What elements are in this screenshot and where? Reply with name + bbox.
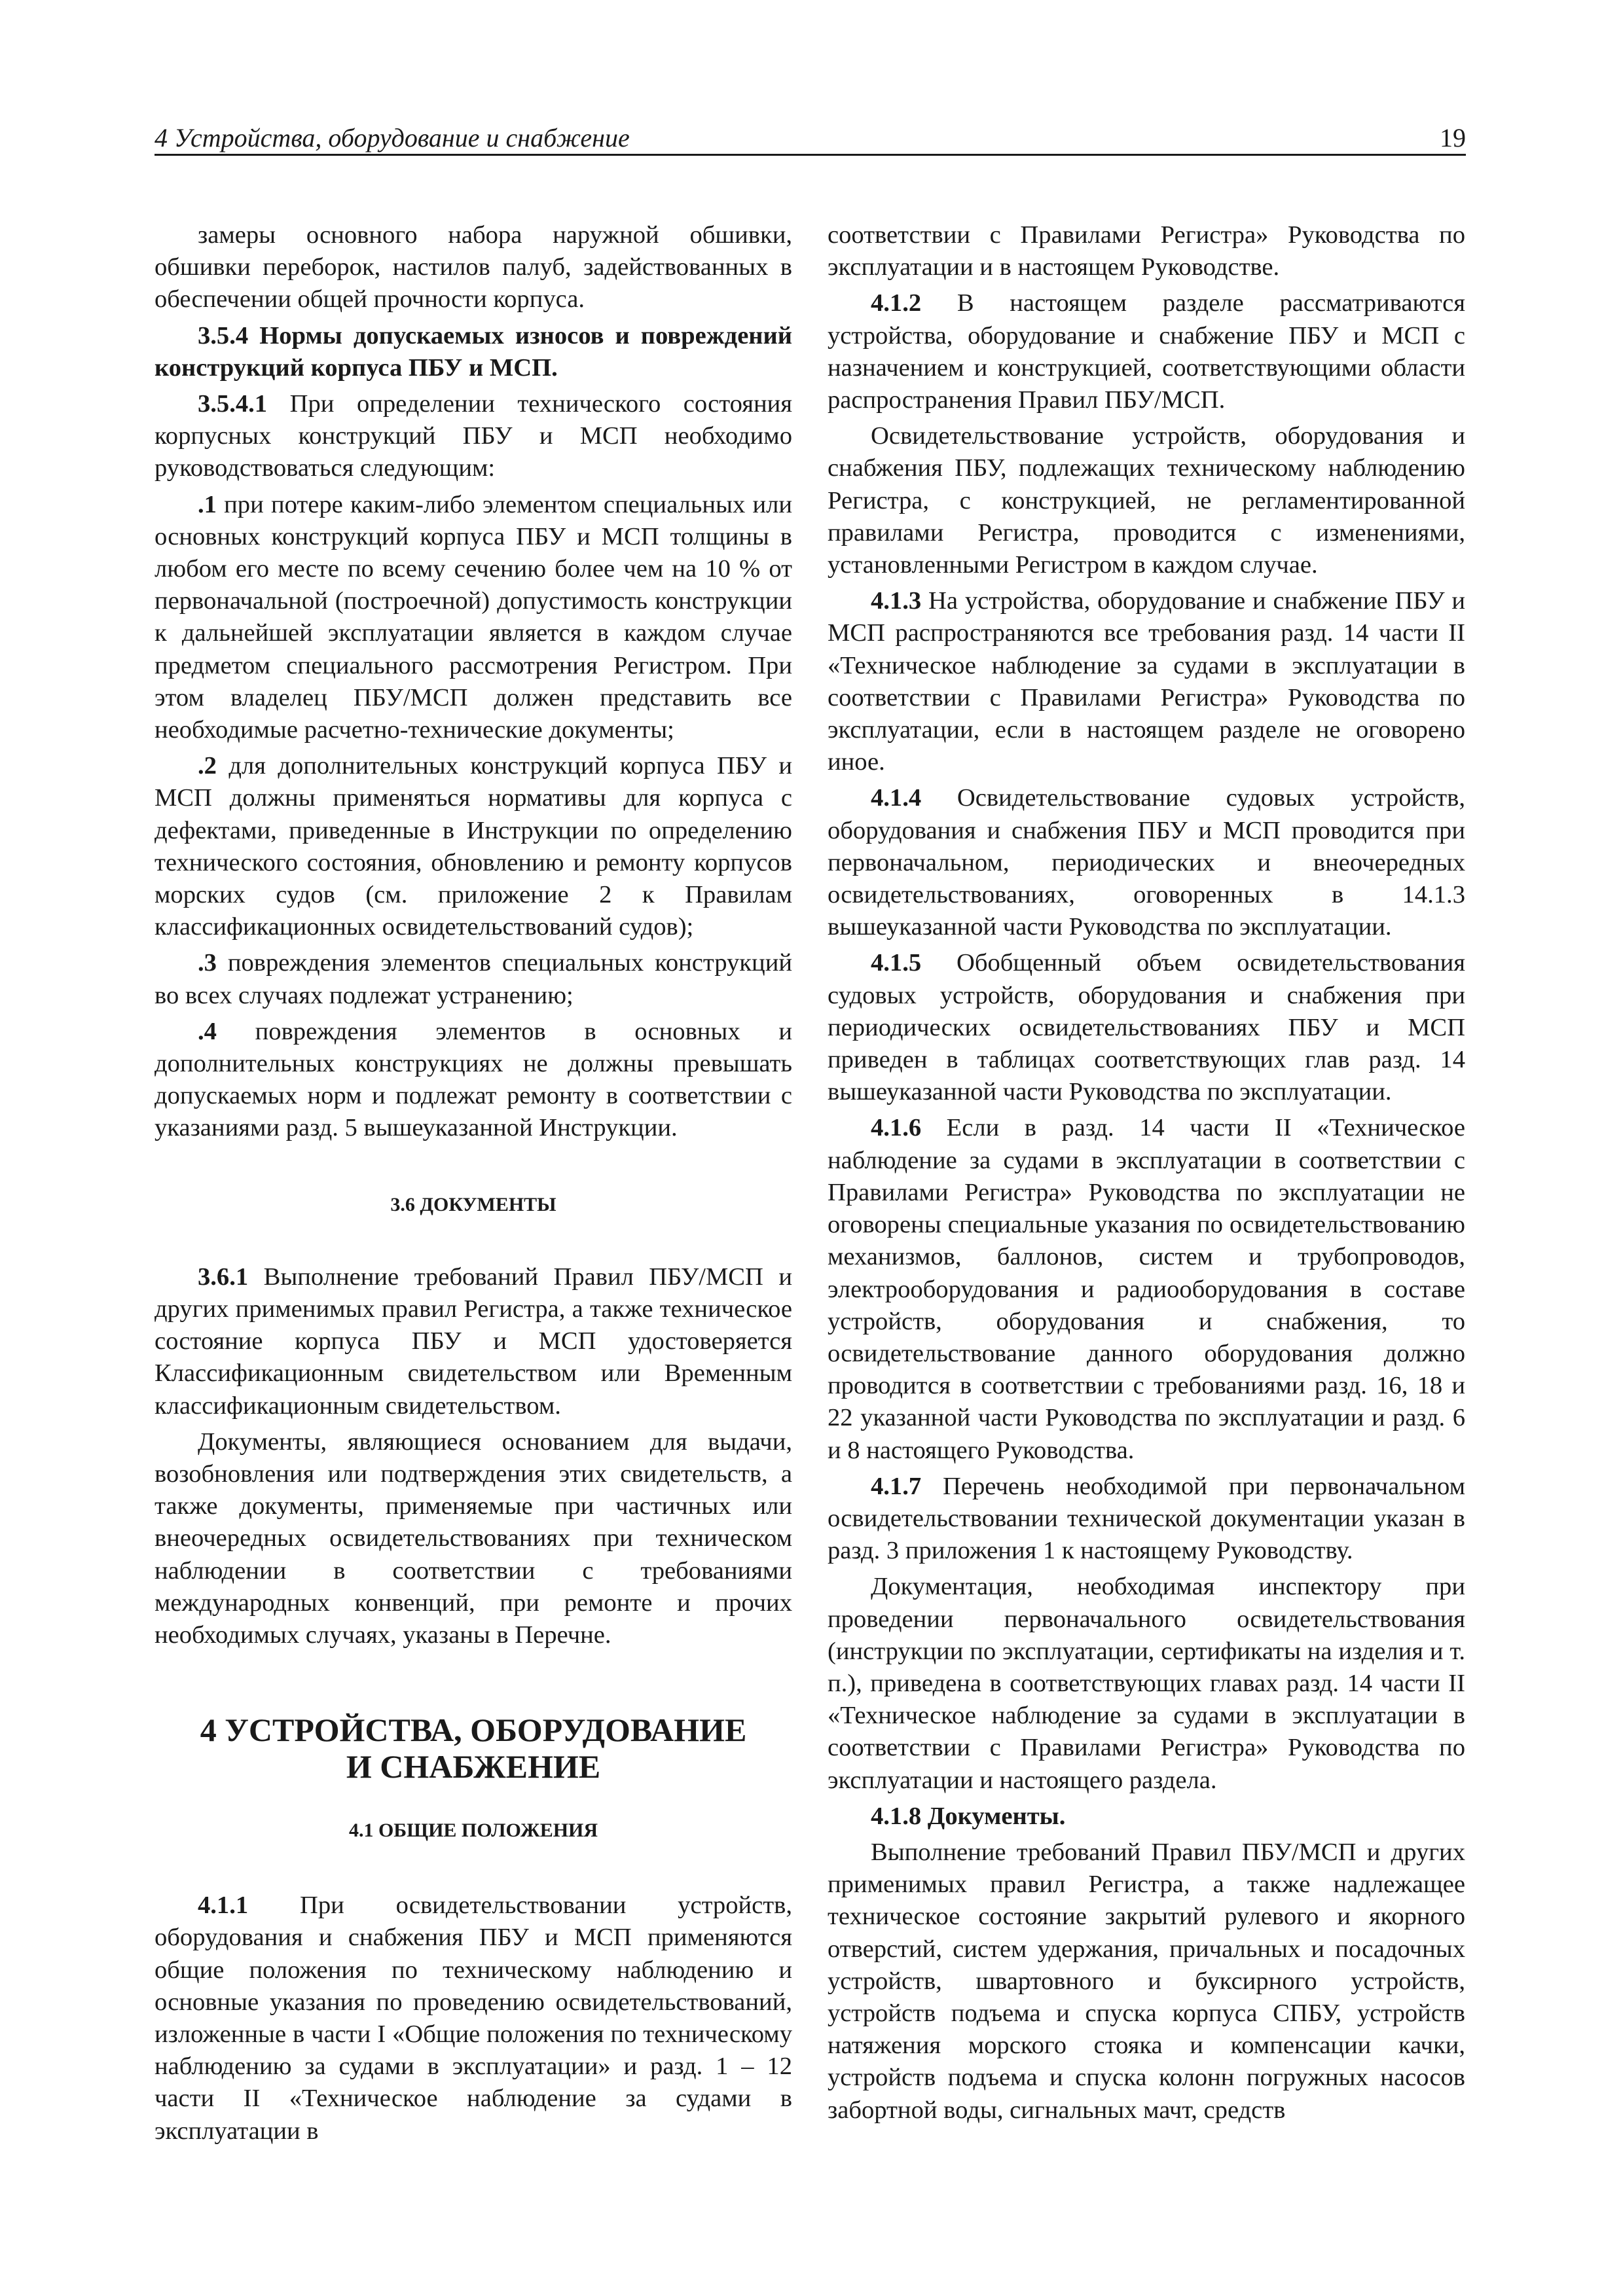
clause-number: 3.5.4.1 [198, 390, 268, 418]
list-item-1 [155, 489, 792, 747]
item-number: .1 [198, 490, 217, 518]
clause-number: 4.1.5 [871, 949, 922, 977]
paragraph: Освидетельствование устройств, оборудования и снабжения ПБУ, подлежащих техническому наблюдению Регистра, с конструкцией, не регламентированной правилами Регистра, проводится с изменениями, установленными Регистром в каждом случае. [828, 422, 1465, 579]
clause-text: В настоящем разделе рассматриваются устройства, оборудование и снабжение ПБУ и МСП с назначением и конструкцией, соответствующими области распространения Правил ПБУ/МСП. [828, 289, 1465, 414]
section-heading-3-6: 3.6 ДОКУМЕНТЫ [390, 1193, 556, 1215]
item-text: повреждения элементов специальных конструкций во всех случаях подлежат устранению; [155, 949, 792, 1009]
page-number: 19 [1440, 123, 1466, 152]
clause-number: 4.1.4 [871, 784, 922, 812]
chapter-heading-line: И СНАБЖЕНИЕ [346, 1748, 601, 1785]
clause-text: Освидетельствование судовых устройств, оборудования и снабжения ПБУ и МСП проводится при первоначальном, периодических и внеочередных освидетельствованиях, оговоренных в 14.1.3 вышеуказанной части Руководства по эксплуатации. [828, 784, 1465, 941]
clause-4-1-6 [828, 1112, 1465, 1466]
clause-4-1-8-heading: 4.1.8 Документы. [871, 1802, 1066, 1830]
clause-number: 4.1.1 [198, 1892, 249, 1920]
clause-4-1-2 [828, 287, 1465, 416]
heading-text: Нормы допускаемых износов и повреждений конструкций корпуса ПБУ и МСП. [155, 321, 792, 382]
clause-number: 3.6.1 [198, 1263, 249, 1291]
paragraph-continued: соответствии с Правилами Регистра» Руководства по эксплуатации и в настоящем Руководстве. [828, 221, 1465, 281]
clause-4-1-1 [155, 1890, 792, 2147]
chapter-heading-4 [155, 1712, 792, 1785]
chapter-heading-line: 4 УСТРОЙСТВА, ОБОРУДОВАНИЕ [200, 1712, 747, 1749]
right-column [828, 219, 1465, 2126]
paragraph: Документы, являющиеся основанием для выдачи, возобновления или подтверждения этих свидетельств, а также документы, применяемые при частичных или внеочередных освидетельствованиях при техническом наблюдении в соответствии с требованиями международных конвенций, при ремонте и прочих необходимых случаях, указаны в Перечне. [155, 1427, 792, 1649]
clause-number: 4.1.3 [871, 587, 922, 615]
item-text: повреждения элементов в основных и дополнительных конструкциях не должны превышать допускаемых норм и подлежат ремонту в соответствии с указаниями разд. 5 вышеуказанной Инструкции. [155, 1017, 792, 1142]
clause-3-6-1 [155, 1261, 792, 1422]
clause-number: 3.5.4 [198, 321, 249, 350]
list-item-2 [155, 750, 792, 943]
clause-text: Если в разд. 14 части II «Техническое наблюдение за судами в эксплуатации в соответствии с Правилами Регистра» Руководства по эксплуатации не оговорены специальные указания по освидетельствованию механизмов, баллонов, систем и трубопроводов, электрооборудования и радиооборудования в составе устройств, оборудования и снабжения, то освидетельствование данного оборудования должно проводится в соответствии с требованиями разд. 16, 18 и 22 указанной части Руководства по эксплуатации и разд. 6 и 8 настоящего Руководства. [828, 1114, 1465, 1464]
list-item-4 [155, 1016, 792, 1145]
clause-4-1-4 [828, 782, 1465, 943]
clause-text: При освидетельствовании устройств, оборудования и снабжения ПБУ и МСП применяются общие положения по техническому наблюдению и основные указания по проведению освидетельствований, изложенные в части I «Общие положения по техническому наблюдению за судами в эксплуатации» и разд. 1 – 12 части II «Техническое наблюдение за судами в эксплуатации в [155, 1892, 792, 2145]
subsection-heading-3-5-4 [155, 320, 792, 384]
item-text: для дополнительных конструкций корпуса ПБУ и МСП должны применяться нормативы для корпуса с дефектами, приведенные в Инструкции по определению технического состояния, обновлению и ремонту корпусов морских судов (см. приложение 2 к Правилам классификационных освидетельствований судов); [155, 752, 792, 941]
clause-text: Обобщенный объем освидетельствования судовых устройств, оборудования и снабжения при периодических освидетельствованиях ПБУ и МСП приведен в таблицах соответствующих глав разд. 14 вышеуказанной части Руководства по эксплуатации. [828, 949, 1465, 1106]
clause-number: 4.1.7 [871, 1472, 922, 1500]
item-number: .4 [198, 1017, 217, 1045]
paragraph: замеры основного набора наружной обшивки, обшивки переборок, настилов палуб, задействованных в обеспечении общей прочности корпуса. [155, 221, 792, 314]
clause-3-5-4-1 [155, 388, 792, 485]
item-number: .2 [198, 752, 217, 780]
section-heading-4-1: 4.1 ОБЩИЕ ПОЛОЖЕНИЯ [348, 1820, 598, 1842]
clause-text: На устройства, оборудование и снабжение ПБУ и МСП распространяются все требования разд. 14 части II «Техническое наблюдение за судами в эксплуатации в соответствии с Правилами Регистра» Руководства по эксплуатации, если в настоящем разделе не оговорено иное. [828, 587, 1465, 776]
clause-number: 4.1.6 [871, 1114, 922, 1142]
list-item-3 [155, 947, 792, 1011]
clause-text: Перечень необходимой при первоначальном освидетельствовании технической документации указан в разд. 3 приложения 1 к настоящему Руководству. [828, 1472, 1465, 1565]
item-number: .3 [198, 949, 217, 977]
clause-text: При определении технического состояния корпусных конструкций ПБУ и МСП необходимо руководствоваться следующим: [155, 390, 792, 482]
paragraph: Выполнение требований Правил ПБУ/МСП и других применимых правил Регистра, а также надлежащее техническое состояние закрытий рулевого и якорного отверстий, систем удержания, причальных и посадочных устройств, швартовного и буксирного устройств, устройств подъема и спуска корпуса СПБУ, устройств натяжения морского стояка и компенсации качки, устройств подъема и спуска колонн погружных насосов забортной воды, сигнальных мачт, средств [828, 1838, 1465, 2124]
clause-number: 4.1.2 [871, 289, 922, 317]
clause-4-1-7 [828, 1471, 1465, 1568]
clause-4-1-3 [828, 585, 1465, 778]
clause-4-1-5 [828, 947, 1465, 1108]
running-title: 4 Устройства, оборудование и снабжение [155, 123, 630, 152]
page-header [155, 115, 1466, 156]
clause-text: Выполнение требований Правил ПБУ/МСП и других применимых правил Регистра, а также техническое состояние корпуса ПБУ и МСП удостоверяется Классификационным свидетельством или Временным классификационным свидетельством. [155, 1263, 792, 1420]
left-column [155, 219, 792, 2147]
item-text: при потере каким-либо элементом специальных или основных конструкций корпуса ПБУ и МСП толщины в любом его месте по всему сечению более чем на 10 % от первоначальной (построечной) допустимость конструкции к дальнейшей эксплуатации является в каждом случае предметом специального рассмотрения Регистром. При этом владелец ПБУ/МСП должен представить все необходимые расчетно-технические документы; [155, 490, 792, 744]
paragraph: Документация, необходимая инспектору при проведении первоначального освидетельствования (инструкции по эксплуатации, сертификаты на изделия и т. п.), приведена в соответствующих главах разд. 14 части II «Техническое наблюдение за судами в эксплуатации в соответствии с Правилами Регистра» Руководства по эксплуатации и настоящего раздела. [828, 1573, 1465, 1794]
